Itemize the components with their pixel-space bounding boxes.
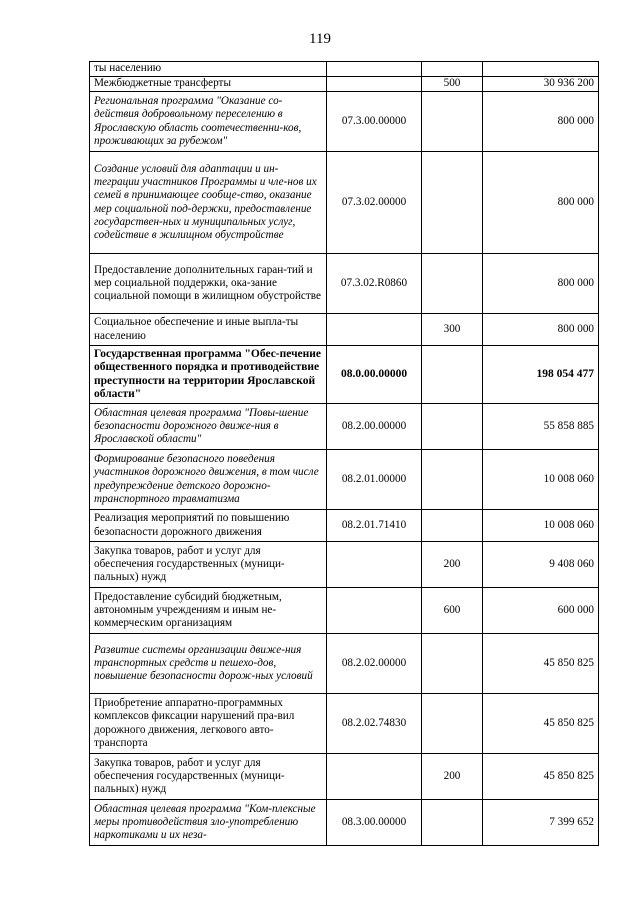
- row-amount-cell: 10 008 060: [483, 450, 599, 510]
- row-name-cell: Реализация мероприятий по повышению безопасности дорожного движения: [90, 510, 327, 542]
- row-expense-type-cell: 300: [422, 314, 483, 346]
- row-name-cell: Государственная программа "Обес-печение общественного порядка и противодействие преступности на территории Ярославской области": [90, 346, 327, 404]
- row-amount-cell: [483, 62, 599, 77]
- row-name-cell: Создание условий для адаптации и ин-теграции участников Программы и чле-нов их семей в принимающее сообще-ство, оказание мер социальной под-держки, предоставление государствен-ных и муниципальных услуг, содействие в жилищном обустройстве: [90, 152, 327, 254]
- row-expense-type-cell: [422, 800, 483, 846]
- row-code-cell: [327, 588, 422, 634]
- row-code-cell: [327, 62, 422, 77]
- row-amount-cell: 45 850 825: [483, 694, 599, 754]
- row-code-cell: 08.2.01.71410: [327, 510, 422, 542]
- budget-table: [89, 61, 599, 846]
- row-name-cell: Развитие системы организации движе-ния транспортных средств и пешехо-дов, повышение безопасности дорож-ных условий: [90, 634, 327, 694]
- row-expense-type-cell: 200: [422, 542, 483, 588]
- page-number: 119: [309, 31, 331, 47]
- row-amount-cell: 800 000: [483, 314, 599, 346]
- row-expense-type-cell: 200: [422, 754, 483, 800]
- row-code-cell: 08.2.01.00000: [327, 450, 422, 510]
- row-amount-cell: 9 408 060: [483, 542, 599, 588]
- row-code-cell: 08.2.02.74830: [327, 694, 422, 754]
- row-name-cell: Предоставление субсидий бюджетным, автономным учреждениям и иным не-коммерческим организациям: [90, 588, 327, 634]
- table-row: [90, 254, 599, 314]
- table-row: [90, 92, 599, 152]
- row-code-cell: [327, 754, 422, 800]
- table-row: [90, 450, 599, 510]
- table-row: [90, 754, 599, 800]
- table-row: [90, 800, 599, 846]
- table-row: [90, 346, 599, 404]
- row-amount-cell: 800 000: [483, 254, 599, 314]
- row-name-cell: Закупка товаров, работ и услуг для обеспечения государственных (муници-пальных) нужд: [90, 754, 327, 800]
- table-row: [90, 77, 599, 92]
- row-expense-type-cell: [422, 510, 483, 542]
- row-amount-cell: 600 000: [483, 588, 599, 634]
- row-amount-cell: 45 850 825: [483, 634, 599, 694]
- row-code-cell: 08.0.00.00000: [327, 346, 422, 404]
- row-amount-cell: 45 850 825: [483, 754, 599, 800]
- row-code-cell: [327, 77, 422, 92]
- row-name-cell: Межбюджетные трансферты: [90, 77, 327, 92]
- row-amount-cell: 30 936 200: [483, 77, 599, 92]
- row-amount-cell: 800 000: [483, 92, 599, 152]
- budget-table-body: [90, 62, 599, 846]
- row-expense-type-cell: [422, 254, 483, 314]
- row-amount-cell: 7 399 652: [483, 800, 599, 846]
- row-expense-type-cell: [422, 404, 483, 450]
- row-code-cell: 07.3.02.R0860: [327, 254, 422, 314]
- row-name-cell: ты населению: [90, 62, 327, 77]
- row-code-cell: [327, 314, 422, 346]
- row-amount-cell: 10 008 060: [483, 510, 599, 542]
- row-expense-type-cell: [422, 92, 483, 152]
- row-name-cell: Областная целевая программа "Повы-шение безопасности дорожного движе-ния в Ярославской области": [90, 404, 327, 450]
- row-expense-type-cell: 500: [422, 77, 483, 92]
- row-code-cell: 08.3.00.00000: [327, 800, 422, 846]
- row-name-cell: Социальное обеспечение и иные выпла-ты населению: [90, 314, 327, 346]
- row-expense-type-cell: [422, 694, 483, 754]
- row-amount-cell: 800 000: [483, 152, 599, 254]
- table-row: [90, 634, 599, 694]
- row-name-cell: Областная целевая программа "Ком-плексные меры противодействия зло-употреблению наркотиками и их неза-: [90, 800, 327, 846]
- row-name-cell: Закупка товаров, работ и услуг для обеспечения государственных (муници-пальных) нужд: [90, 542, 327, 588]
- row-code-cell: 07.3.02.00000: [327, 152, 422, 254]
- table-row: [90, 62, 599, 77]
- table-row: [90, 152, 599, 254]
- row-code-cell: 08.2.02.00000: [327, 634, 422, 694]
- row-expense-type-cell: [422, 152, 483, 254]
- row-expense-type-cell: [422, 634, 483, 694]
- row-amount-cell: 198 054 477: [483, 346, 599, 404]
- table-row: [90, 314, 599, 346]
- row-expense-type-cell: [422, 346, 483, 404]
- row-amount-cell: 55 858 885: [483, 404, 599, 450]
- row-expense-type-cell: 600: [422, 588, 483, 634]
- table-row: [90, 510, 599, 542]
- table-row: [90, 588, 599, 634]
- row-name-cell: Региональная программа "Оказание со-действия добровольному переселению в Ярославскую область соотечественни-ков, проживающих за рубежом": [90, 92, 327, 152]
- row-name-cell: Предоставление дополнительных гаран-тий и мер социальной поддержки, ока-зание социальной помощи в жилищном обустройстве: [90, 254, 327, 314]
- row-code-cell: 08.2.00.00000: [327, 404, 422, 450]
- row-code-cell: [327, 542, 422, 588]
- table-row: [90, 404, 599, 450]
- row-code-cell: 07.3.00.00000: [327, 92, 422, 152]
- row-name-cell: Приобретение аппаратно-программных комплексов фиксации нарушений пра-вил дорожного движения, легкового авто-транспорта: [90, 694, 327, 754]
- table-row: [90, 694, 599, 754]
- row-expense-type-cell: [422, 450, 483, 510]
- row-expense-type-cell: [422, 62, 483, 77]
- table-row: [90, 542, 599, 588]
- row-name-cell: Формирование безопасного поведения участников дорожного движения, в том числе предупреждение детского дорожно-транспортного травматизма: [90, 450, 327, 510]
